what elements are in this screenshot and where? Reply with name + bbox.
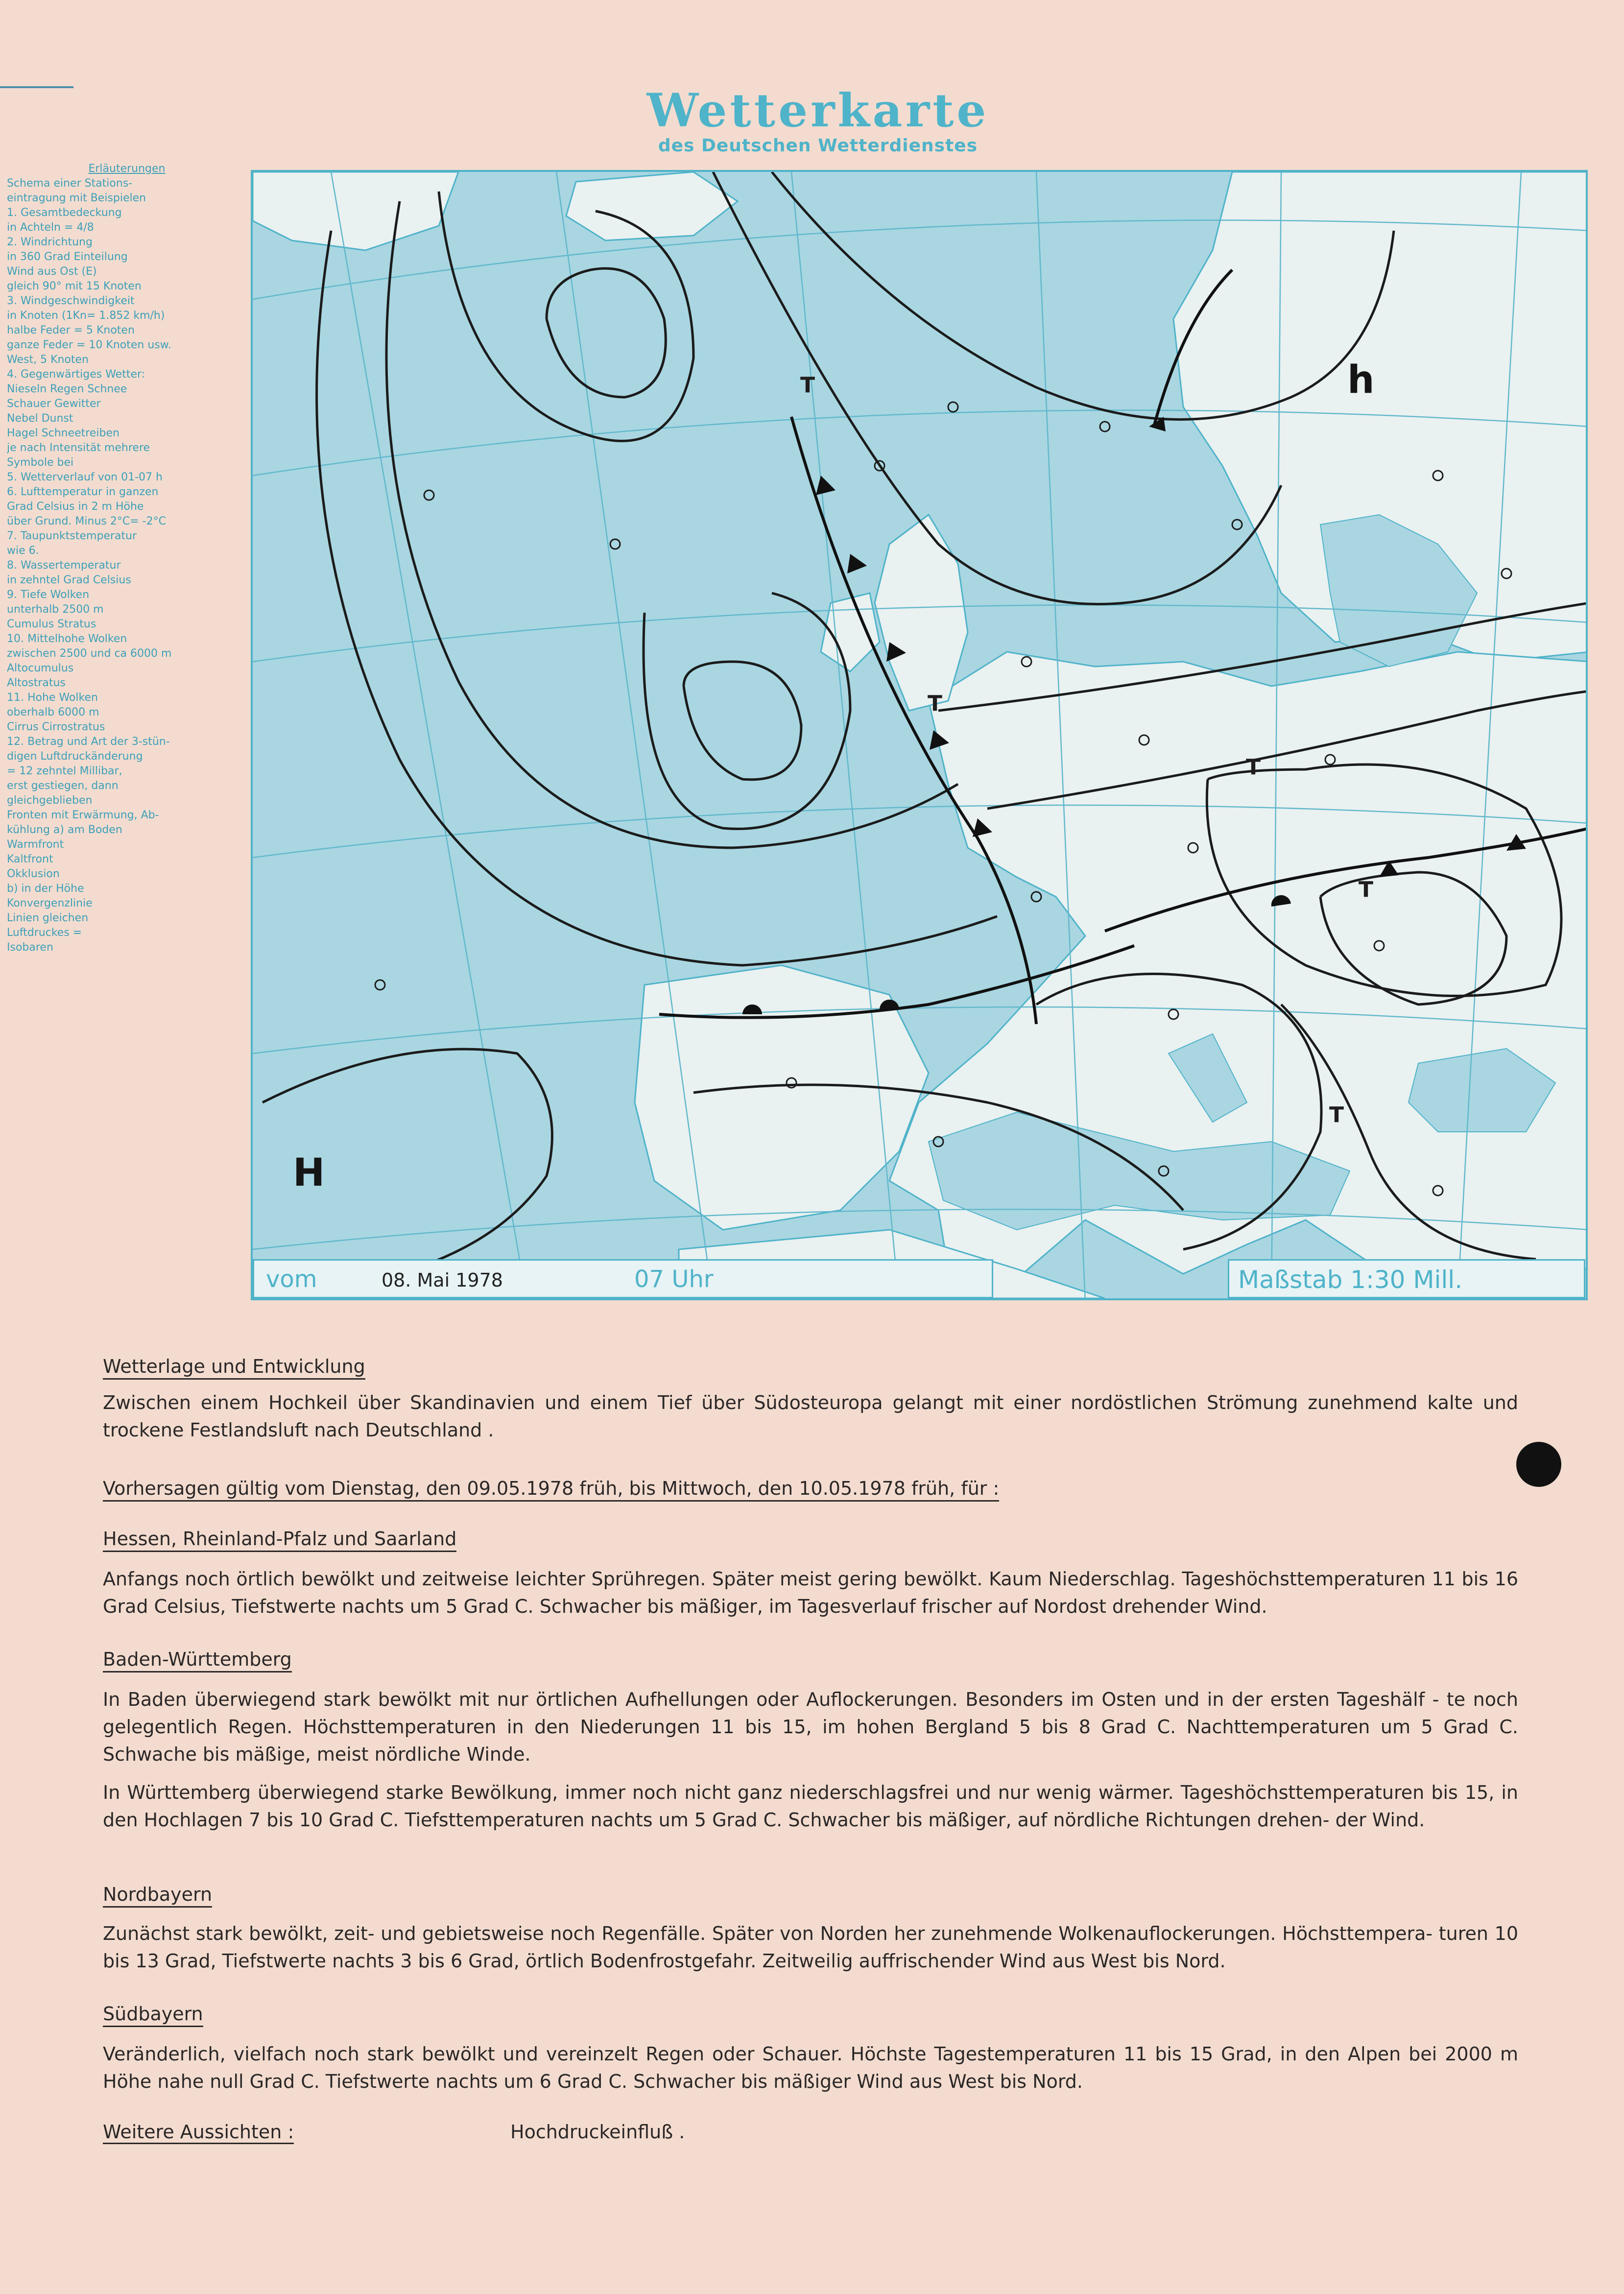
- bw-text-2: In Württemberg überwiegend starke Bewölkung, immer noch nicht ganz niederschlagsfrei und nur wenig wärmer. Tageshöchsttemperaturen bis 15, in den Hochlagen 7 bis 10 Grad C. Tiefsttemperaturen nachts um 5 Grad C. Schwacher bis mäßiger, auf nördliche Richtungen drehen- der Wind.: [103, 1782, 1518, 1831]
- low-pressure-atlantic-label: T: [928, 691, 943, 716]
- sb-heading: Südbayern: [103, 2003, 203, 2027]
- legend-line: Okklusion: [7, 868, 60, 880]
- legend-line: wie 6.: [7, 545, 39, 557]
- legend-line: 6. Lufttemperatur in ganzen: [7, 486, 159, 498]
- isobar: [386, 201, 958, 848]
- outlook-value: Hochdruckeinfluß .: [510, 2121, 685, 2143]
- legend-line: ganze Feder = 10 Knoten usw.: [7, 339, 171, 351]
- legend-line: 1. Gesamtbedeckung: [7, 207, 122, 219]
- land-masses: [253, 172, 1588, 1298]
- weather-map: [251, 170, 1588, 1300]
- legend-line: in zehntel Grad Celsius: [7, 574, 131, 586]
- legend-line: 3. Windgeschwindigkeit: [7, 295, 135, 307]
- sb-text: Veränderlich, vielfach noch stark bewölkt und vereinzelt Regen oder Schauer. Höchste Tagestemperaturen 11 bis 15 Grad, in den Alpen bei 2000 m Höhe nahe null Grad C. Tiefstwerte nachts um 6 Grad C. Schwacher bis mäßiger Wind aus West bis Nord.: [103, 2043, 1518, 2092]
- hessen-text: Anfangs noch örtlich bewölkt und zeitweise leichter Sprühregen. Später meist gering bewölkt. Kaum Niederschlag. Tageshöchsttemperaturen 11 bis 16 Grad Celsius, Tiefstwerte nachts um 5 Grad C. Schwacher bis mäßiger, im Tagesverlauf frischer auf Nordost drehender Wind.: [103, 1568, 1518, 1617]
- legend-line: oberhalb 6000 m: [7, 706, 99, 718]
- legend-line: unterhalb 2500 m: [7, 603, 104, 616]
- nb-heading: Nordbayern: [103, 1884, 212, 1908]
- legend-line: gleich 90° mit 15 Knoten: [7, 280, 142, 292]
- legend-line: Grad Celsius in 2 m Höhe: [7, 501, 144, 513]
- legend-line: Symbole bei: [7, 456, 74, 469]
- bw-heading: Baden-Württemberg: [103, 1649, 292, 1673]
- legend-line: zwischen 2500 und ca 6000 m: [7, 647, 172, 660]
- legend-line: 2. Windrichtung: [7, 236, 93, 248]
- iceland-land: [566, 172, 738, 240]
- vorhersage-heading: Vorhersagen gültig vom Dienstag, den 09.05.1978 früh, bis Mittwoch, den 10.05.1978 früh, für :: [103, 1478, 999, 1502]
- legend-line: in 360 Grad Einteilung: [7, 251, 128, 263]
- legend-line: West, 5 Knoten: [7, 354, 89, 366]
- hessen-heading: Hessen, Rheinland-Pfalz und Saarland: [103, 1528, 456, 1552]
- high-pressure-small-label: h: [1347, 358, 1375, 402]
- legend-line: Isobaren: [7, 941, 53, 954]
- legend-line: Fronten mit Erwärmung, Ab-: [7, 809, 159, 821]
- lage-heading: Wetterlage und Entwicklung: [103, 1356, 365, 1380]
- map-graphic: [253, 172, 1588, 1300]
- legend-line: Wind aus Ost (E): [7, 265, 97, 278]
- legend-line: Altocumulus: [7, 662, 74, 674]
- legend-line: Kaltfront: [7, 853, 53, 865]
- legend-line: 10. Mittelhohe Wolken: [7, 633, 127, 645]
- punch-hole-bottom: [1516, 1442, 1561, 1487]
- legend-line: Cumulus Stratus: [7, 618, 96, 630]
- outlook-label: Weitere Aussichten :: [103, 2121, 294, 2144]
- high-pressure-label: H: [293, 1151, 325, 1195]
- low-pressure-balkans-label: T: [1329, 1102, 1344, 1127]
- map-date: 08. Mai 1978: [382, 1269, 503, 1291]
- legend-line: Nebel Dunst: [7, 412, 73, 425]
- legend-line: b) in der Höhe: [7, 883, 84, 895]
- legend-line: 12. Betrag und Art der 3-stün-: [7, 736, 170, 748]
- legend-line: Luftdruckes =: [7, 927, 82, 939]
- legend-line: Nieseln Regen Schnee: [7, 383, 127, 395]
- legend-line: über Grund. Minus 2°C= -2°C: [7, 515, 166, 527]
- legend-line: Schema einer Stations-: [7, 177, 133, 190]
- page-subtitle: des Deutschen Wetterdienstes: [658, 136, 978, 156]
- legend-line: erst gestiegen, dann: [7, 780, 119, 792]
- legend-title: Erläuterungen: [88, 163, 166, 175]
- isobar: [684, 662, 801, 780]
- page-title: Wetterkarte: [646, 84, 989, 138]
- legend: [7, 162, 247, 955]
- legend-line: in Achteln = 4/8: [7, 221, 94, 234]
- legend-line: Altostratus: [7, 677, 66, 689]
- legend-line: Hagel Schneetreiben: [7, 427, 119, 439]
- legend-line: Konvergenzlinie: [7, 897, 93, 909]
- legend-line: digen Luftdruckänderung: [7, 750, 143, 763]
- low-pressure-iceland-label: T: [800, 373, 815, 398]
- legend-line: 5. Wetterverlauf von 01-07 h: [7, 471, 163, 483]
- legend-line: 9. Tiefe Wolken: [7, 589, 90, 601]
- low-pressure-southeast-label: T: [1359, 877, 1374, 902]
- legend-line: Linien gleichen: [7, 912, 89, 924]
- lage-text: Zwischen einem Hochkeil über Skandinavien und einem Tief über Südosteuropa gelangt mit einer nordöstlichen Strömung zunehmend kalte und trockene Festlandsluft nach Deutschland .: [103, 1392, 1518, 1441]
- map-scale: Maßstab 1:30 Mill.: [1238, 1266, 1463, 1294]
- low-pressure-europe-label: T: [1246, 755, 1261, 780]
- legend-line: eintragung mit Beispielen: [7, 192, 146, 204]
- legend-line: in Knoten (1Kn= 1.852 km/h): [7, 310, 165, 322]
- legend-line: 11. Hohe Wolken: [7, 692, 98, 704]
- legend-line: 4. Gegenwärtiges Wetter:: [7, 368, 145, 381]
- legend-line: gleichgeblieben: [7, 794, 93, 807]
- nb-text: Zunächst stark bewölkt, zeit- und gebietsweise noch Regenfälle. Später von Norden her zunehmende Wolkenauflockerungen. Höchsttempera- turen 10 bis 13 Grad, Tiefstwerte nachts 3 bis 6 Grad, örtlich Bodenfrostgefahr. Zeitweilig auffrischender Wind aus West bis Nord.: [103, 1923, 1518, 1972]
- legend-line: 8. Wassertemperatur: [7, 559, 121, 572]
- legend-lines: [7, 176, 247, 955]
- legend-line: kühlung a) am Boden: [7, 824, 122, 836]
- isobar: [547, 268, 666, 397]
- legend-line: halbe Feder = 5 Knoten: [7, 324, 135, 336]
- isobar: [644, 593, 850, 829]
- vom-label: vom: [266, 1266, 317, 1293]
- bw-text-1: In Baden überwiegend stark bewölkt mit nur örtlichen Aufhellungen oder Auflockerungen. Besonders im Osten und in der ersten Tageshälf - te noch gelegentlich Regen. Höchsttemperaturen in den Niederungen 11 bis 15, im hohen Bergland 5 bis 8 Grad C. Nachttemperaturen um 5 Grad C. Schwache bis mäßige, meist nördliche Winde.: [103, 1689, 1518, 1765]
- header: [578, 86, 1058, 157]
- legend-line: = 12 zehntel Millibar,: [7, 765, 122, 777]
- legend-line: je nach Intensität mehrere: [7, 442, 150, 454]
- legend-line: 7. Taupunktstemperatur: [7, 530, 137, 542]
- legend-line: Schauer Gewitter: [7, 398, 101, 410]
- legend-line: Warmfront: [7, 838, 64, 851]
- map-time: 07 Uhr: [634, 1266, 714, 1293]
- greenland-land: [253, 172, 458, 250]
- legend-line: Cirrus Cirrostratus: [7, 721, 105, 733]
- edge-mark: [0, 86, 73, 88]
